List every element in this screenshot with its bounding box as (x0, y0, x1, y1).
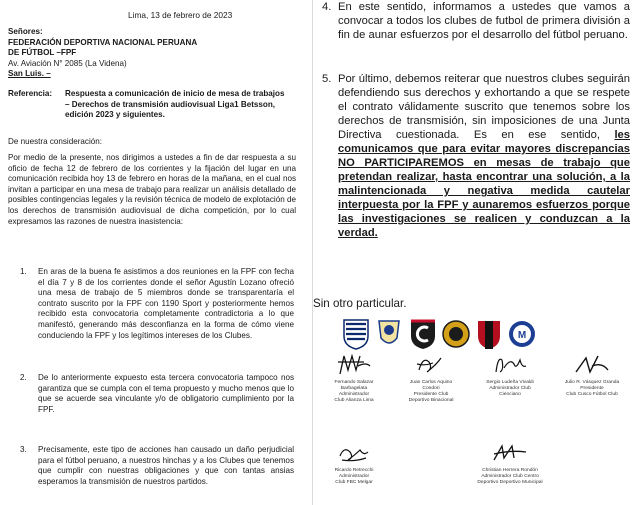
signature-block-4 (554, 352, 630, 398)
signature-block-6 (472, 440, 548, 486)
signatory-4-name: Julio R. Vásquez Granda (564, 380, 620, 385)
point-2-text: De lo anteriormente expuesto esta tercera convocatoria tampoco nos garantiza que se cumpla con el tema propuesto y mucho menos que lo que se acuerde sea vinculante y/o de obligatorio cumplimiento por la FPF. (38, 373, 294, 414)
signatory-1-name: Fernando Salazar (334, 380, 374, 385)
signatory-4-role: Presidente (580, 386, 604, 391)
intro-paragraph: Por medio de la presente, nos dirigimos a ustedes a fin de dar respuesta a su oficio de fecha 12 de febrero de los corrientes y la fijación del lugar en una comunicación recibida hoy 13 de febrero en horas de la mañana, en el cual nos invitan a participar en una mesa de trabajo para realizar un análisis detallado de posibles contingencias legales y la revisión técnica de modelo de explotación de los derechos de transmisión audiovisual de dicha competición, por lo cual expresamos las razones de nuestra inasistencia: (8, 153, 296, 226)
point-4-text: En este sentido, informamos a ustedes que vamos a convocar a todos los clubes de futbol de primera división a fin de aunar esfuerzos por el desarrollo del fútbol peruano. (338, 1, 630, 41)
signatory-5-name: Ricardo Retrecchi (334, 468, 374, 473)
signature-4-icon (572, 352, 612, 378)
addressee-block (8, 27, 298, 80)
signature-block-1 (316, 352, 392, 404)
signatory-5-role: Administrador (338, 474, 370, 479)
signature-2-icon (411, 352, 451, 378)
point-2-number: 2. (20, 373, 27, 382)
signatory-1-role: Administrador (338, 392, 370, 397)
org-line-1: FEDERACIÓN DEPORTIVA NACIONAL PERUANA (8, 37, 198, 47)
salutation: Señores: (8, 27, 43, 36)
signatory-1-club: Club Alianza Lima (334, 398, 374, 403)
melgar-logo-icon (475, 318, 503, 350)
org-address: Av. Aviación N° 2085 (La Videna) (8, 58, 127, 68)
point-3-text: Precisamente, este tipo de acciones han causado un daño perjudicial para el fútbol peruano, a nuestros hinchas y a los Clubes que tenemos que cumplir con nuestras obligaciones y que con tantas ansias esperamos la transmisión de nuestros partidos. (38, 445, 294, 486)
org-line-2: DE FÚTBOL –FPF (8, 48, 77, 58)
signature-block-2 (393, 352, 469, 404)
svg-text:M: M (517, 330, 527, 341)
closing-line: Sin otro particular. (313, 297, 407, 310)
signatory-2-role: Presidente Club (413, 392, 449, 397)
signatory-1-surname: Barbagelata (340, 386, 368, 391)
cienciano-logo-icon (409, 318, 437, 350)
alianza-lima-logo-icon (342, 318, 370, 350)
point-1-text: En aras de la buena fe asistimos a dos reuniones en la FPF con fecha el día 7 y 8 de los corrientes donde el señor Agustín Lozano ofreció una mesa de trabajo de 5 miembros donde se transparentaría el contrato suscrito por la FPF con 1190 Sport y posteriormente hemos recibido esta convocatoria completamente contradictoria a lo que manifestó, generando más desconfianza en la forma de cómo viene conduciendo la FPF y los legítimos intereses de los Clubes. (38, 267, 294, 340)
municipal-logo-icon (508, 318, 536, 350)
reference-label: Referencia: (8, 89, 53, 98)
point-4-number: 4. (322, 1, 332, 13)
signatory-2-club: Deportivo Binacional (408, 398, 454, 403)
signatory-2-name: Juan Carlos Aquino (409, 380, 453, 385)
signature-5-icon (334, 440, 374, 466)
signatory-6-club: Deportivo Deportivo Municipal (477, 480, 543, 485)
reference-text: Respuesta a comunicación de inicio de mesa de trabajos – Derechos de transmisión audiovisual Liga1 Betsson, edición 2023 y siguientes. (65, 89, 285, 120)
signature-1-icon (334, 352, 374, 378)
signature-block-3 (472, 352, 548, 398)
cusco-fc-logo-icon (442, 318, 470, 350)
numbered-point-2 (20, 373, 294, 415)
binacional-logo-icon (375, 318, 403, 350)
signatory-4-club: Club Cusco Fútbol Club (566, 392, 618, 397)
signatory-6-name: Christian Herrera Rondón (482, 468, 538, 473)
signature-block-5 (316, 440, 392, 486)
point-5-number: 5. (322, 73, 332, 85)
point-1-number: 1. (20, 267, 27, 276)
signatory-3-club: Cienciano (499, 392, 521, 397)
letter-page-left (0, 0, 312, 505)
numbered-point-4 (322, 0, 630, 42)
org-city: San Luis. – (8, 69, 51, 79)
signatory-3-role: Administrador Club (489, 386, 531, 391)
signature-3-icon (490, 352, 530, 378)
signatory-2-surname: Condori (422, 386, 440, 391)
signatory-6-role: Administrador Club Centro (481, 474, 539, 479)
point-3-number: 3. (20, 445, 27, 454)
letter-date: Lima, 13 de febrero de 2023 (128, 10, 233, 20)
point-5-highlight: les comunicamos que para evitar mayores discrepancias NO PARTICIPAREMOS en mesas de trabajo que pretendan realizar, hasta encontrar una solución, a la malintencionada y negativa medida cautelar interpuesta por la FPF y aunaremos esfuerzos porque las investigaciones se realicen y conduzcan a la verdad. (338, 129, 630, 239)
signatory-5-club: Club FBC Melgar (335, 480, 373, 485)
numbered-point-3 (20, 445, 294, 487)
numbered-point-5 (322, 72, 630, 240)
club-logos-row (342, 318, 538, 352)
numbered-point-1 (20, 267, 294, 341)
greeting: De nuestra consideración: (8, 137, 103, 146)
point-5-text: Por último, debemos reiterar que nuestros clubes seguirán defendiendo sus derechos y exhortando a que se respete el contrato válidamente suscrito que tenemos sobre los derechos de transmisión, sin imposiciones de una Junta Directiva cuestionada. Es en ese sentido, (338, 73, 630, 141)
signatory-3-name: Sergio Ludeña Vivaldi (486, 380, 534, 385)
signature-6-icon (490, 440, 530, 466)
